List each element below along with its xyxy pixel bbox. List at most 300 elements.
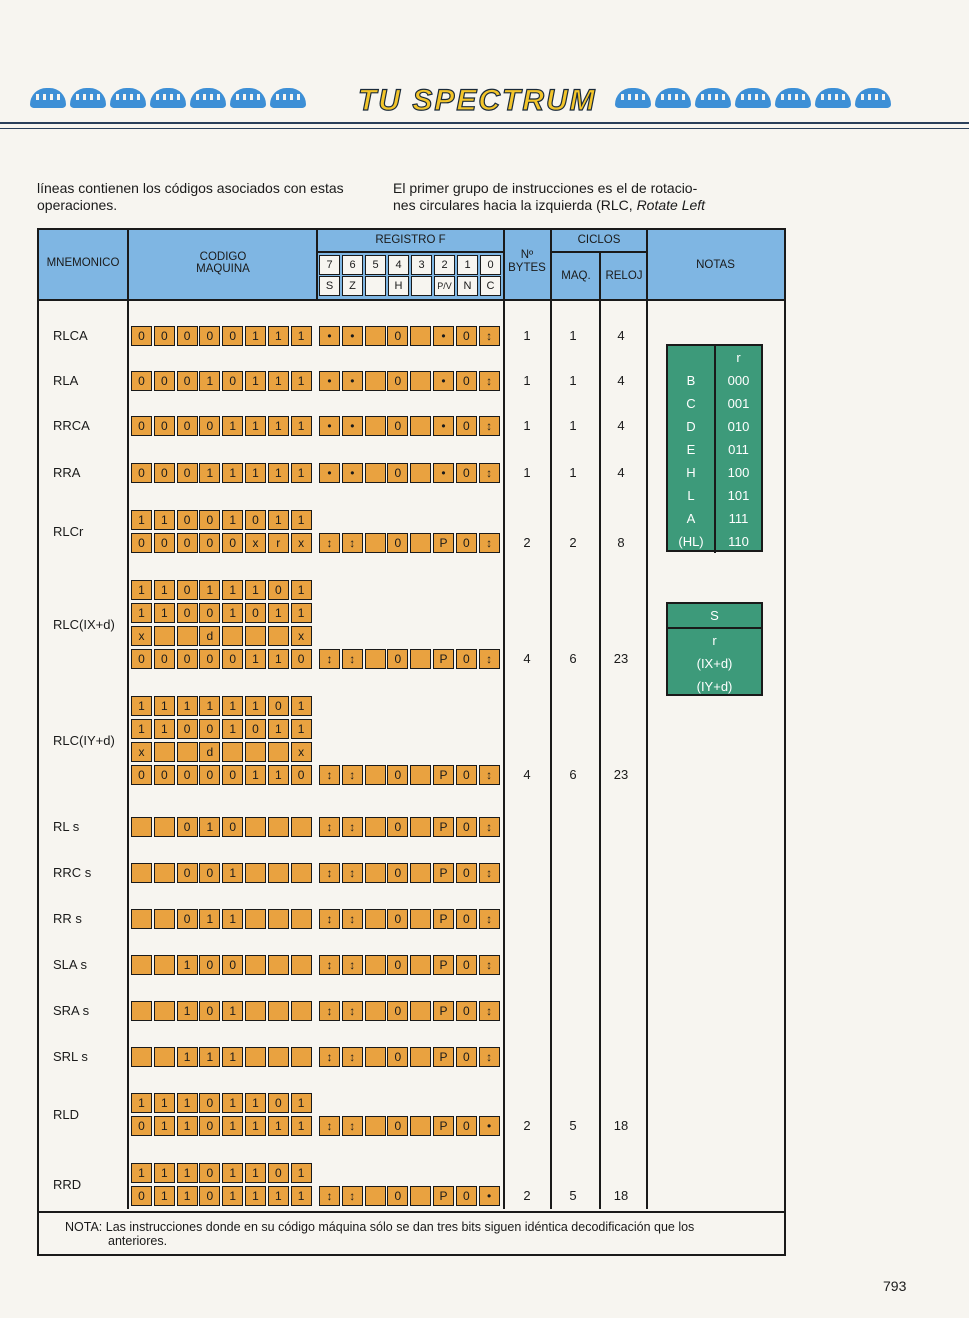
bit-cell: 0	[199, 719, 220, 739]
bit-cell: 0	[199, 416, 220, 436]
bit-cell: ↕	[319, 1047, 340, 1067]
mnemonic: RLC(IY+d)	[53, 732, 115, 748]
header-rule-thin	[0, 128, 969, 129]
bit-cell: 0	[131, 1186, 152, 1206]
bit-cell: 1	[222, 719, 243, 739]
source-operand: (IY+d)	[696, 679, 733, 694]
bit-cell: 1	[131, 580, 152, 600]
bit-cell: 0	[387, 1001, 408, 1021]
bit-cell: 1	[245, 696, 266, 716]
cycle-value: 1	[569, 328, 577, 343]
flag-bits	[319, 765, 501, 785]
bit-cell: ↕	[342, 1047, 363, 1067]
register-code: 101	[727, 488, 750, 503]
bit-cell	[291, 1001, 312, 1021]
bit-cell: ↕	[479, 1047, 500, 1067]
bit-cell: ↕	[319, 533, 340, 553]
mnemonic: RRD	[53, 1176, 82, 1192]
invader-icon	[150, 88, 186, 108]
cycle-value: 4	[523, 767, 531, 782]
bit-cell: 0	[456, 1047, 477, 1067]
bit-cell: ↕	[319, 817, 340, 837]
bit-cell: d	[199, 742, 220, 762]
register-code-row	[668, 461, 761, 484]
bit-cell: 1	[154, 1116, 175, 1136]
bit-cell: ↕	[319, 955, 340, 975]
bit-cell: 1	[154, 719, 175, 739]
bit-cell: 0	[199, 1186, 220, 1206]
bit-cell: ↕	[479, 955, 500, 975]
bit-cell: 1	[268, 649, 289, 669]
register-code: 011	[728, 442, 749, 457]
register-code-row	[668, 530, 761, 553]
flag-bits	[319, 533, 501, 553]
bit-cell: 1	[291, 1116, 312, 1136]
flag-bits	[319, 649, 501, 669]
bit-cell: 1	[222, 1001, 243, 1021]
bit-cell: 1	[199, 817, 220, 837]
invader-icon	[655, 88, 691, 108]
bit-cell: 1	[291, 719, 312, 739]
bit-cell	[154, 626, 175, 646]
bit-cell: 0	[222, 817, 243, 837]
bit-cell	[154, 1001, 175, 1021]
flag-name-label: N	[457, 276, 478, 296]
bit-cell	[177, 742, 198, 762]
bit-cell	[131, 1001, 152, 1021]
bit-cell	[245, 863, 266, 883]
mnemonic: RRA	[53, 465, 81, 480]
intro-left	[37, 180, 382, 214]
bit-cell: 1	[268, 463, 289, 483]
bit-cell: 1	[199, 1047, 220, 1067]
bit-cell: 1	[245, 371, 266, 391]
cycle-value: 4	[523, 651, 531, 666]
bit-cell: 1	[131, 603, 152, 623]
bit-cell	[410, 463, 431, 483]
bit-cell: 1	[268, 510, 289, 530]
bit-cell: 1	[222, 580, 243, 600]
bit-cell: 0	[387, 955, 408, 975]
header-rule	[0, 122, 969, 124]
bit-cell: ↕	[319, 1001, 340, 1021]
bit-cell	[410, 533, 431, 553]
col-bytes: Nº BYTES	[508, 249, 546, 274]
bit-cell: 0	[177, 817, 198, 837]
bit-cell	[365, 1001, 386, 1021]
bit-cell: 1	[222, 510, 243, 530]
cycle-value: 5	[569, 1188, 577, 1203]
bit-cell: 0	[387, 649, 408, 669]
bit-cell: 0	[199, 863, 220, 883]
bit-cell: 1	[291, 371, 312, 391]
bit-cell	[268, 742, 289, 762]
bit-cell: 1	[245, 1116, 266, 1136]
bit-cell: 0	[456, 817, 477, 837]
flag-bits	[319, 326, 501, 346]
flag-name-label: C	[480, 276, 501, 296]
register-name: L	[668, 484, 716, 507]
bit-cell: 1	[131, 510, 152, 530]
bit-cell	[154, 817, 175, 837]
invader-icon	[190, 88, 226, 108]
bit-cell: 0	[177, 463, 198, 483]
bit-cell: 1	[222, 1047, 243, 1067]
bit-cell: 0	[456, 1116, 477, 1136]
col-maq: MAQ.	[561, 270, 591, 282]
bit-cell: 1	[177, 1001, 198, 1021]
bit-cell: ↕	[319, 1186, 340, 1206]
col-line	[503, 230, 505, 1209]
col-notas: NOTAS	[696, 259, 735, 271]
bit-cell: •	[319, 416, 340, 436]
mnemonic: RLA	[53, 373, 79, 388]
code-bits	[131, 649, 313, 669]
bit-cell: 1	[222, 1163, 243, 1183]
bit-cell: d	[199, 626, 220, 646]
bit-cell: 1	[291, 416, 312, 436]
code-bits	[131, 626, 313, 646]
bit-cell	[245, 742, 266, 762]
intro-right-line: nes circulares hacia la izquierda (RLC, Rotate Left	[393, 197, 706, 213]
mnemonic: SLA s	[53, 957, 87, 972]
invader-icon	[70, 88, 106, 108]
flag-bit-label: 5	[365, 255, 386, 275]
bit-cell: 0	[177, 649, 198, 669]
bit-cell	[365, 817, 386, 837]
bit-cell	[410, 817, 431, 837]
flag-name-label: Z	[342, 276, 363, 296]
bit-cell: 0	[177, 909, 198, 929]
bit-cell: 0	[199, 326, 220, 346]
bit-cell	[410, 649, 431, 669]
flag-name-label: P/V	[434, 276, 455, 296]
bit-cell	[245, 1001, 266, 1021]
register-code: 110	[728, 534, 749, 549]
bit-cell: 0	[199, 1093, 220, 1113]
col-line	[646, 230, 648, 1209]
bit-cell: 1	[154, 510, 175, 530]
bit-cell: 0	[154, 463, 175, 483]
bit-cell	[365, 765, 386, 785]
bit-cell: 1	[291, 580, 312, 600]
mnemonic: RLD	[53, 1106, 80, 1122]
register-code-row	[668, 484, 761, 507]
code-bits	[131, 696, 313, 716]
bit-cell	[131, 1047, 152, 1067]
bit-cell: •	[433, 326, 454, 346]
bit-cell: P	[433, 1116, 454, 1136]
bit-cell: •	[319, 463, 340, 483]
bit-cell: 1	[291, 1186, 312, 1206]
bit-cell: ↕	[319, 1116, 340, 1136]
bit-cell: x	[131, 742, 152, 762]
bit-cell	[154, 955, 175, 975]
mnemonic: SRL s	[53, 1049, 88, 1064]
cycle-value: 18	[613, 1188, 629, 1203]
flag-bit-label: 7	[319, 255, 340, 275]
bit-cell: ↕	[479, 326, 500, 346]
bit-cell: 0	[131, 371, 152, 391]
bit-cell	[410, 1186, 431, 1206]
flag-bits	[319, 1047, 501, 1067]
register-code: 010	[727, 419, 750, 434]
invader-icon	[815, 88, 851, 108]
bit-cell: 0	[387, 863, 408, 883]
header-title: TU SPECTRUM	[358, 84, 597, 117]
bit-cell: 1	[199, 580, 220, 600]
cycle-value: 1	[523, 418, 531, 433]
flag-bit-label: 4	[388, 255, 409, 275]
invader-icon	[735, 88, 771, 108]
register-name: (HL)	[668, 530, 716, 553]
code-bits	[131, 817, 313, 837]
cycle-value: 1	[523, 465, 531, 480]
bit-cell: 0	[456, 765, 477, 785]
bit-cell: ↕	[479, 765, 500, 785]
code-bits	[131, 580, 313, 600]
mnemonic: RRCA	[53, 418, 90, 433]
bit-cell: x	[131, 626, 152, 646]
bit-cell: 0	[387, 1047, 408, 1067]
mnemonic: RR s	[53, 911, 82, 926]
cycle-value: 1	[569, 418, 577, 433]
bit-cell: 1	[268, 719, 289, 739]
code-bits	[131, 1116, 313, 1136]
bit-cell: 0	[131, 463, 152, 483]
bit-cell: 0	[456, 1001, 477, 1021]
bit-cell: 0	[222, 326, 243, 346]
code-bits	[131, 603, 313, 623]
bit-cell: P	[433, 909, 454, 929]
bit-cell: 0	[456, 863, 477, 883]
bit-cell: 1	[291, 603, 312, 623]
bit-cell: •	[342, 463, 363, 483]
cycle-value: 23	[613, 651, 629, 666]
bit-cell: x	[291, 742, 312, 762]
flag-bits	[319, 863, 501, 883]
bit-cell: 0	[154, 371, 175, 391]
bit-cell: ↕	[319, 863, 340, 883]
bit-cell	[131, 909, 152, 929]
code-bits	[131, 719, 313, 739]
bit-cell: P	[433, 863, 454, 883]
bit-cell: 1	[291, 326, 312, 346]
bit-cell: ↕	[479, 1001, 500, 1021]
bit-cell: 1	[199, 909, 220, 929]
flag-bit-label: 2	[434, 255, 455, 275]
bit-cell	[365, 863, 386, 883]
bit-cell	[268, 955, 289, 975]
bit-cell: 1	[177, 955, 198, 975]
bit-cell: 1	[177, 1093, 198, 1113]
flag-bits	[319, 817, 501, 837]
bit-cell: ↕	[342, 533, 363, 553]
register-code: 100	[727, 465, 750, 480]
bit-cell: •	[342, 326, 363, 346]
bit-cell: 1	[291, 510, 312, 530]
bit-cell	[365, 533, 386, 553]
bit-cell: 0	[387, 533, 408, 553]
invader-icon	[775, 88, 811, 108]
bit-cell: 1	[154, 1163, 175, 1183]
bit-cell: 1	[222, 909, 243, 929]
bit-cell: 0	[456, 371, 477, 391]
bit-cell: 0	[387, 765, 408, 785]
bit-cell: P	[433, 955, 454, 975]
bit-cell: 0	[154, 326, 175, 346]
bit-cell: P	[433, 533, 454, 553]
bit-cell: 1	[131, 1163, 152, 1183]
bit-cell	[410, 1116, 431, 1136]
bit-cell: •	[319, 326, 340, 346]
flag-name-label	[411, 276, 432, 296]
bit-cell: 0	[177, 326, 198, 346]
bit-cell: 1	[245, 580, 266, 600]
bit-cell	[245, 817, 266, 837]
register-code: 111	[728, 511, 749, 526]
cycle-value: 1	[569, 373, 577, 388]
bit-cell: ↕	[479, 649, 500, 669]
bit-cell: ↕	[479, 371, 500, 391]
flag-bits	[319, 371, 501, 391]
bit-cell: 1	[268, 326, 289, 346]
bit-cell: 1	[131, 719, 152, 739]
source-operand: r	[712, 633, 717, 648]
bit-cell: 0	[268, 580, 289, 600]
flag-bit-label: 1	[457, 255, 478, 275]
right-invader-row	[615, 88, 891, 116]
bit-cell: 1	[245, 765, 266, 785]
bit-cell: 0	[199, 649, 220, 669]
register-code-box	[666, 344, 763, 552]
bit-cell: 0	[199, 1163, 220, 1183]
flag-bits	[319, 1001, 501, 1021]
invader-icon	[615, 88, 651, 108]
cycle-value: 1	[523, 328, 531, 343]
bit-cell: 1	[177, 1163, 198, 1183]
bit-cell: 0	[131, 416, 152, 436]
bit-cell: 0	[154, 533, 175, 553]
bit-cell	[154, 742, 175, 762]
bit-cell: ↕	[479, 909, 500, 929]
register-name: C	[668, 392, 716, 415]
page-number: 793	[883, 1278, 907, 1294]
bit-cell: 1	[222, 1186, 243, 1206]
register-code: 000	[727, 373, 750, 388]
bit-cell	[365, 1186, 386, 1206]
bit-cell: •	[433, 416, 454, 436]
cycle-value: 6	[569, 767, 577, 782]
flag-bits	[319, 1116, 501, 1136]
bit-cell: ↕	[479, 416, 500, 436]
bit-cell: 0	[222, 371, 243, 391]
bit-cell: •	[433, 463, 454, 483]
flag-bits	[319, 909, 501, 929]
bit-cell: 0	[245, 603, 266, 623]
bit-cell: ↕	[479, 463, 500, 483]
cycle-value: 18	[613, 1118, 629, 1133]
bit-cell: 1	[222, 416, 243, 436]
bit-cell	[365, 463, 386, 483]
bit-cell: x	[245, 533, 266, 553]
bit-cell: 1	[131, 1093, 152, 1113]
bit-cell: 1	[199, 696, 220, 716]
bit-cell: 0	[387, 1116, 408, 1136]
bit-cell	[131, 817, 152, 837]
bit-cell	[365, 326, 386, 346]
bit-cell: 0	[222, 955, 243, 975]
bit-cell: 0	[268, 1163, 289, 1183]
bit-cell	[365, 649, 386, 669]
bit-cell	[410, 1047, 431, 1067]
bit-cell: ↕	[342, 649, 363, 669]
intro-left-line: operaciones.	[37, 197, 118, 213]
bit-cell: 1	[199, 371, 220, 391]
bit-cell	[410, 1001, 431, 1021]
register-box-header	[668, 346, 761, 369]
bit-cell: 1	[177, 1047, 198, 1067]
intro-right-line: El primer grupo de instrucciones es el de rotacio-	[393, 180, 698, 196]
bit-cell: 0	[268, 696, 289, 716]
bit-cell	[222, 626, 243, 646]
bit-cell: 0	[456, 416, 477, 436]
col-mnemonico: MNEMONICO	[46, 257, 120, 269]
code-bits	[131, 909, 313, 929]
bit-cell: •	[433, 371, 454, 391]
bit-cell: •	[479, 1116, 500, 1136]
invader-icon	[855, 88, 891, 108]
code-bits	[131, 1001, 313, 1021]
bit-cell: 0	[456, 649, 477, 669]
code-bits	[131, 371, 313, 391]
intro-left-line: líneas contienen los códigos asociados con estas	[37, 180, 344, 196]
bit-cell: 0	[387, 817, 408, 837]
cycle-value: 2	[523, 1118, 531, 1133]
invader-icon	[30, 88, 66, 108]
bit-cell: 0	[291, 765, 312, 785]
mnemonic: SRA s	[53, 1003, 90, 1018]
bit-cell: 0	[177, 719, 198, 739]
cycle-value: 1	[569, 465, 577, 480]
bit-cell: 1	[199, 463, 220, 483]
bit-cell	[268, 863, 289, 883]
source-operand-box	[666, 602, 763, 696]
bit-cell: 0	[245, 719, 266, 739]
bit-cell: 0	[199, 533, 220, 553]
flag-name-label: S	[319, 276, 340, 296]
flag-bits	[319, 1186, 501, 1206]
cycle-value: 4	[617, 418, 625, 433]
code-bits	[131, 742, 313, 762]
bit-cell	[291, 955, 312, 975]
left-invader-row	[30, 88, 306, 116]
invader-icon	[230, 88, 266, 108]
code-bits	[131, 326, 313, 346]
bit-cell: P	[433, 649, 454, 669]
bit-cell: 0	[154, 416, 175, 436]
bit-cell: 1	[291, 463, 312, 483]
table-note: NOTA: Las instrucciones donde en su código máquina sólo se dan tres bits siguen idéntica decodificación que los anteriores.	[39, 1211, 784, 1254]
bit-cell: 0	[199, 510, 220, 530]
code-bits	[131, 955, 313, 975]
register-code: 001	[727, 396, 750, 411]
bit-cell: ↕	[319, 765, 340, 785]
bit-cell: 0	[131, 326, 152, 346]
bit-cell	[131, 955, 152, 975]
cycle-value: 4	[617, 328, 625, 343]
bit-cell: ↕	[479, 533, 500, 553]
